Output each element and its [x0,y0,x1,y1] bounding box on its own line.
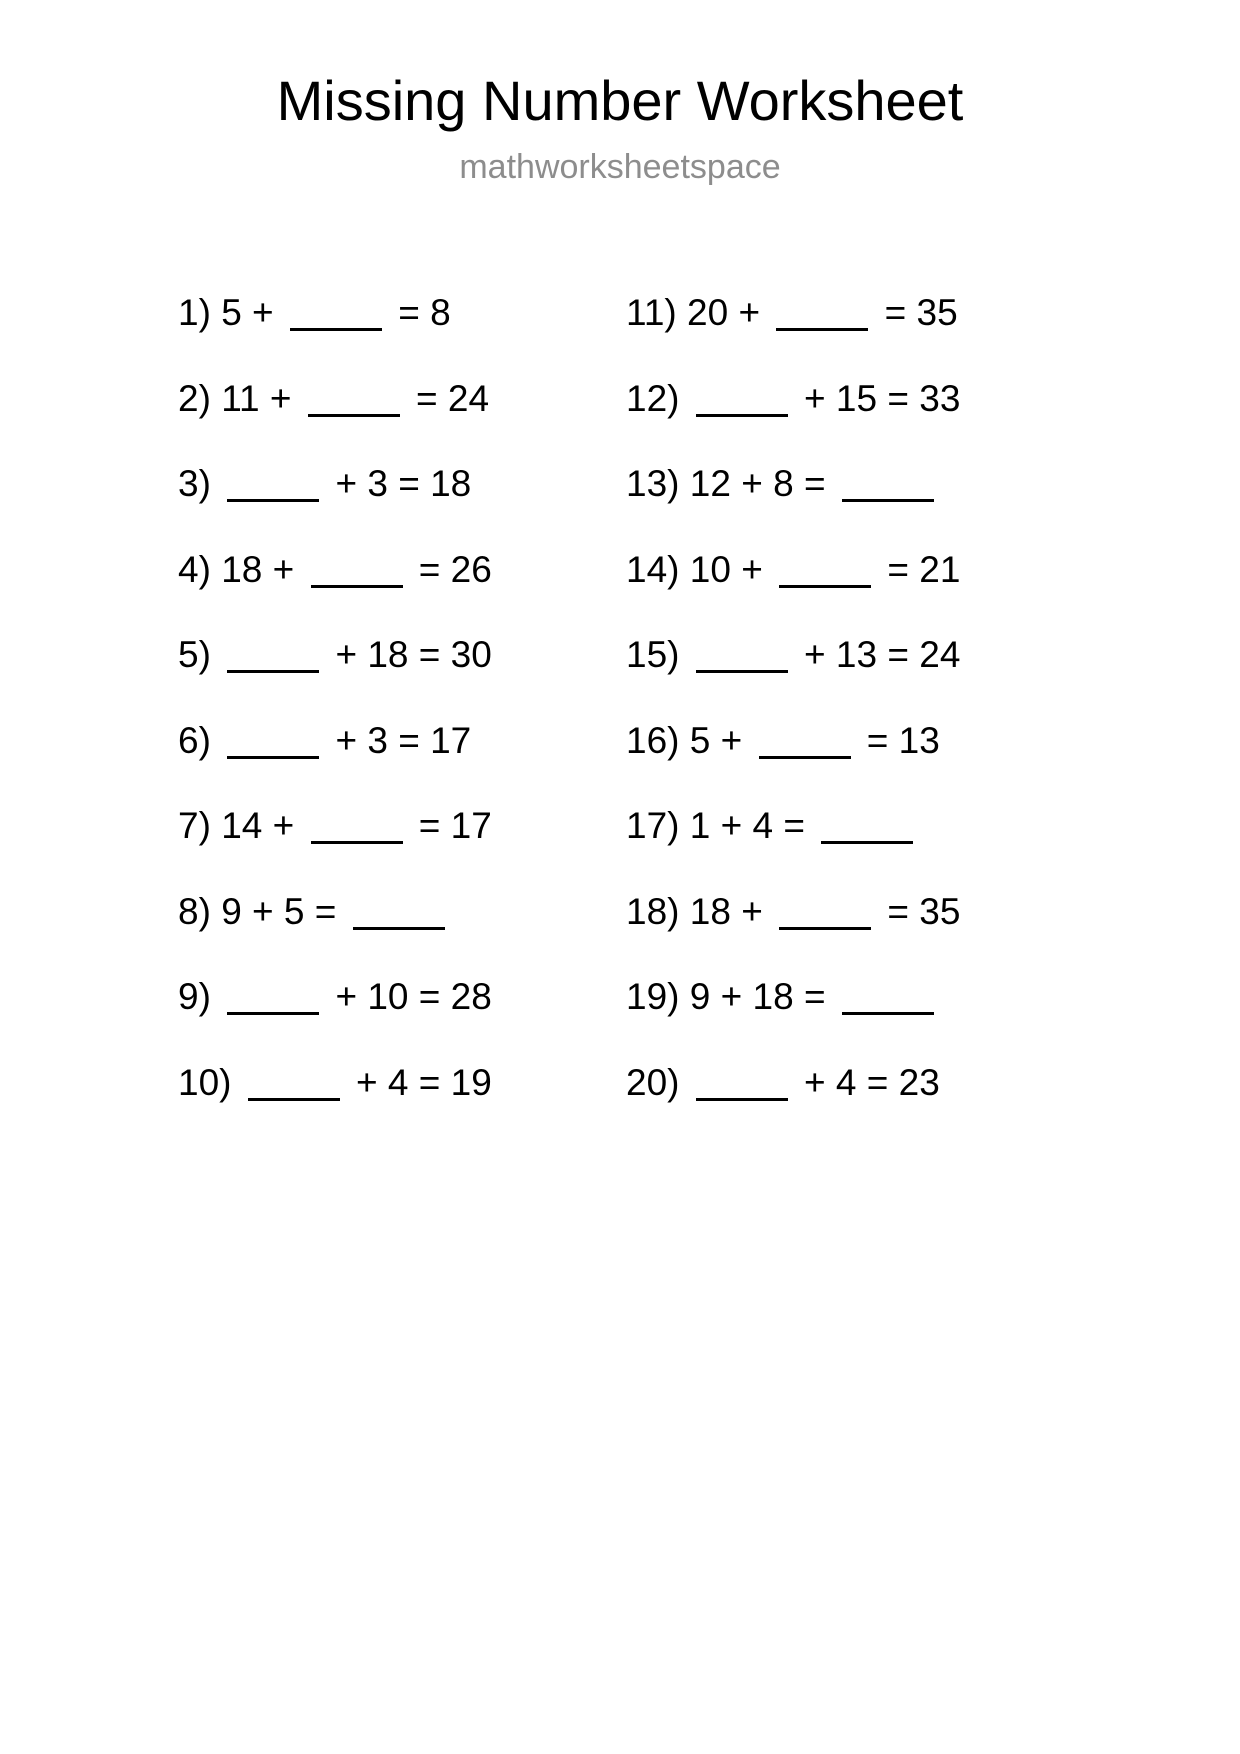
problem-number: 6) [178,719,211,761]
problem-spacer [211,636,221,673]
answer-blank[interactable] [227,469,319,502]
problem-row [626,634,1086,720]
problem-row [178,891,618,977]
problem-expression-after-blank: = 21 [877,548,961,590]
problem-row [626,378,1086,464]
problem-columns [0,292,1240,1147]
problem-spacer [679,465,689,502]
problem-expression-before-blank: 12 + 8 = [689,463,836,504]
problem-expression-after-blank: = 8 [387,292,451,333]
answer-blank[interactable] [842,469,934,502]
problem-row [626,549,1086,635]
problem-expression-before-blank: 10 + [689,548,774,590]
problem-row [626,976,1086,1062]
answer-blank[interactable] [227,726,319,759]
problem-expression-after-blank: = 26 [408,548,492,590]
problem-number: 5) [178,634,211,675]
problem-number: 8) [178,890,211,932]
answer-blank[interactable] [821,811,913,844]
problem-number: 20) [626,1061,680,1103]
problem-row [178,720,618,806]
problem-number: 13) [626,463,680,504]
problem-expression-after-blank: + 13 = 24 [793,634,961,675]
problem-number: 4) [178,548,211,590]
answer-blank[interactable] [759,726,851,759]
problem-expression-before-blank: 11 + [221,377,302,419]
worksheet-subtitle: mathworksheetspace [459,147,781,186]
problem-expression-after-blank: + 4 = 23 [793,1061,940,1103]
problem-number: 19) [626,976,680,1017]
problem-expression-before-blank: 14 + [221,805,305,846]
problem-number: 18) [626,890,680,932]
problem-number: 7) [178,805,211,846]
left-column [178,292,618,1147]
right-column [626,292,1086,1147]
answer-blank[interactable] [696,1068,788,1101]
page-title: Missing Number Worksheet [276,69,964,132]
answer-blank[interactable] [227,982,319,1015]
problem-expression-after-blank: + 10 = 28 [325,976,492,1017]
answer-blank[interactable] [248,1068,340,1101]
problem-spacer [679,380,689,417]
problem-expression-before-blank: 18 + [221,548,305,590]
problem-spacer [211,294,221,331]
answer-blank[interactable] [308,384,400,417]
answer-blank[interactable] [353,897,445,930]
problem-spacer [677,294,687,331]
answer-blank[interactable] [696,384,788,417]
problem-expression-before-blank: 1 + 4 = [689,805,816,846]
problem-number: 12) [626,377,680,419]
problem-number: 11) [626,292,677,333]
problem-row [178,549,618,635]
problem-number: 15) [626,634,680,675]
problem-spacer [679,978,689,1015]
problem-expression-after-blank: = 17 [408,805,492,846]
problem-spacer [211,465,221,502]
problem-spacer [679,722,689,759]
problem-row [178,292,618,378]
problem-number: 2) [178,377,211,419]
problems-area [0,292,1240,1147]
answer-blank[interactable] [779,555,871,588]
problem-spacer [679,551,689,588]
problem-expression-after-blank: = 24 [405,377,490,419]
problem-row [626,720,1086,806]
problem-expression-after-blank: = 35 [874,292,958,333]
problem-spacer [211,722,221,759]
problem-spacer [211,807,221,844]
problem-expression-after-blank: + 15 = 33 [793,377,961,419]
problem-expression-before-blank: 18 + [689,890,774,932]
problem-row [178,634,618,720]
problem-expression-before-blank: 5 + [221,292,284,333]
problem-row [626,891,1086,977]
problem-number: 14) [626,548,680,590]
problem-expression-after-blank: + 18 = 30 [325,634,492,675]
answer-blank[interactable] [311,555,403,588]
problem-row [626,805,1086,891]
problem-row [626,463,1086,549]
problem-row [178,976,618,1062]
problem-number: 3) [178,463,211,504]
problem-spacer [679,636,689,673]
problem-spacer [679,1064,689,1101]
problem-expression-after-blank: = 13 [856,719,940,761]
problem-spacer [679,893,689,930]
answer-blank[interactable] [842,982,934,1015]
problem-number: 1) [178,292,211,333]
answer-blank[interactable] [776,298,868,331]
answer-blank[interactable] [696,640,788,673]
problem-number: 17) [626,805,680,846]
problem-number: 10) [178,1061,232,1103]
problem-expression-before-blank: 9 + 18 = [689,976,836,1017]
problem-expression-before-blank: 9 + 5 = [221,890,347,932]
problem-row [626,1062,1086,1148]
problem-expression-after-blank: = 35 [877,890,961,932]
problem-row [178,463,618,549]
problem-spacer [211,380,221,417]
problem-row [626,292,1086,378]
problem-expression-after-blank: + 3 = 18 [325,463,472,504]
problem-spacer [211,551,221,588]
problem-spacer [211,978,221,1015]
problem-expression-after-blank: + 3 = 17 [325,719,472,761]
problem-row [178,378,618,464]
answer-blank[interactable] [311,811,403,844]
problem-number: 9) [178,976,211,1017]
problem-row [178,805,618,891]
answer-blank[interactable] [779,897,871,930]
problem-number: 16) [626,719,680,761]
answer-blank[interactable] [227,640,319,673]
problem-spacer [679,807,689,844]
problem-spacer [231,1064,241,1101]
problem-expression-before-blank: 20 + [687,292,771,333]
worksheet-header [0,0,1240,186]
answer-blank[interactable] [290,298,382,331]
problem-spacer [211,893,221,930]
problem-row [178,1062,618,1148]
problem-expression-before-blank: 5 + [689,719,753,761]
problem-expression-after-blank: + 4 = 19 [345,1061,492,1103]
